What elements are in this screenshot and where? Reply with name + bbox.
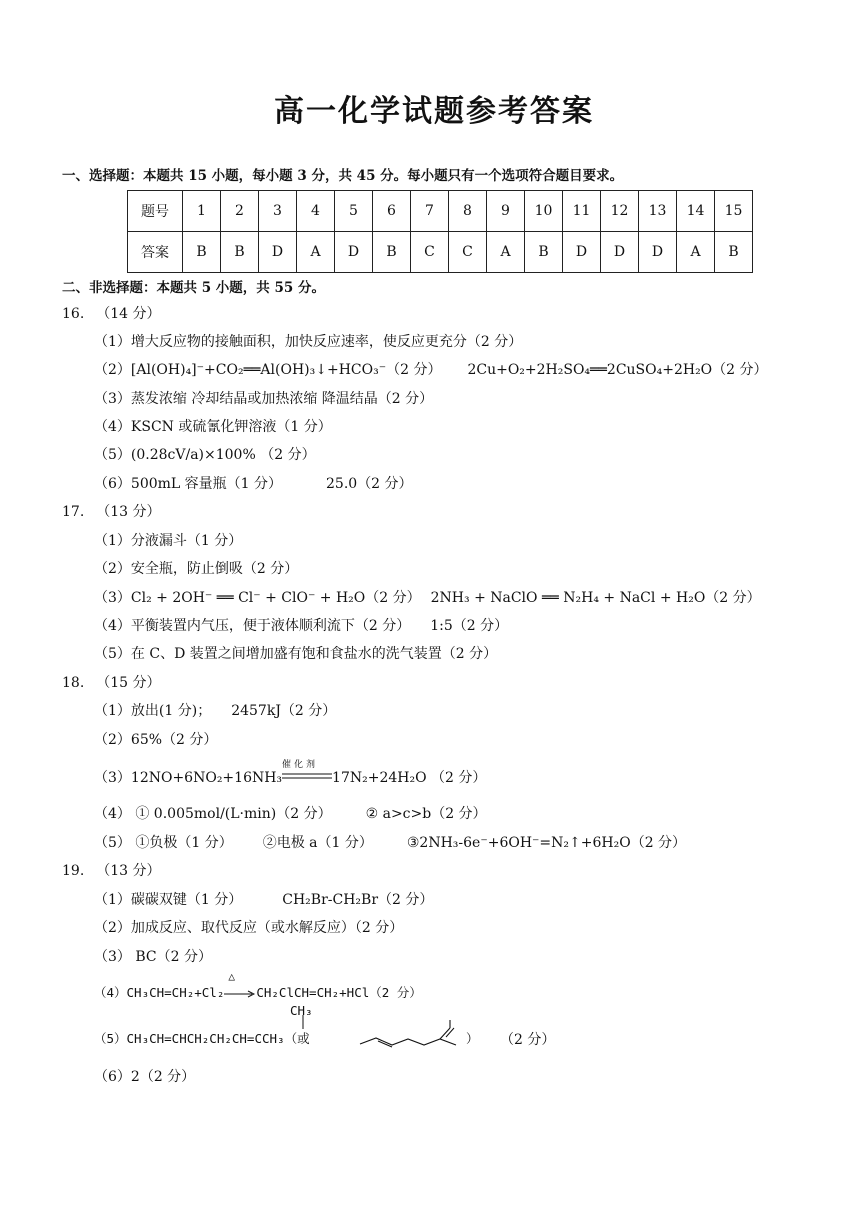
q19-line-1b: CH₂Br-CH₂Br（2 分）: [282, 892, 434, 908]
heat-arrow: [224, 969, 256, 1001]
question-number: 19.: [62, 863, 85, 879]
q17-line-1: （1）分液漏斗（1 分）: [94, 533, 243, 549]
question-number: 15: [715, 191, 753, 232]
delta-label: △: [228, 969, 235, 983]
q18-line-3-right: 17N₂+24H₂O （2 分）: [332, 770, 487, 786]
q16-line-2: [94, 359, 768, 379]
question-number: 10: [525, 191, 563, 232]
q17-line-4: [94, 615, 508, 635]
table-row-numbers: [128, 191, 753, 232]
q16-line-5: （5）(0.28cV/a)×100% （2 分）: [94, 447, 316, 463]
q18-line-5b: ②电极 a（1 分）: [262, 835, 373, 851]
q17-line-5: （5）在 C、D 装置之间增加盛有饱和食盐水的洗气装置（2 分）: [94, 646, 498, 662]
question-16-header: [62, 303, 161, 323]
question-number: 13: [639, 191, 677, 232]
question-number: 17.: [62, 504, 85, 520]
answer-table: [127, 190, 753, 273]
answer-cell: A: [487, 232, 525, 273]
question-number: 12: [601, 191, 639, 232]
q17-line-4b: 1:5（2 分）: [430, 618, 509, 634]
q19-line-4-left: （4）CH₃CH=CH₂+Cl₂: [94, 985, 225, 1000]
double-line-icon: [282, 773, 332, 781]
q16-line-6: [94, 473, 413, 493]
q18-line-4a: （4） ① 0.005mol/(L·min)（2 分）: [94, 806, 332, 822]
skeletal-formula-icon: [358, 1018, 468, 1052]
question-18-header: [62, 672, 161, 692]
answer-cell: B: [221, 232, 259, 273]
section-1-heading: 一、选择题：本题共 15 小题，每小题 3 分，共 45 分。每小题只有一个选项符合题目要求。: [62, 168, 624, 184]
q17-line-4a: （4）平衡装置内气压，便于液体顺利流下（2 分）: [94, 618, 411, 634]
question-score: （13 分）: [96, 863, 161, 879]
question-number: 8: [449, 191, 487, 232]
q18-line-4b: ② a>c>b（2 分）: [365, 806, 487, 822]
question-number: 6: [373, 191, 411, 232]
q16-line-2b: 2Cu+O₂+2H₂SO₄══2CuSO₄+2H₂O（2 分）: [467, 362, 768, 378]
q16-line-6b: 25.0（2 分）: [326, 476, 413, 492]
q19-line-4: [94, 969, 422, 1001]
question-number: 2: [221, 191, 259, 232]
q16-line-3: （3）蒸发浓缩 冷却结晶或加热浓缩 降温结晶（2 分）: [94, 391, 434, 407]
answer-cell: C: [411, 232, 449, 273]
answer-cell: B: [715, 232, 753, 273]
q17-line-3: [94, 587, 761, 607]
catalyst-arrow: [282, 760, 332, 785]
arrow-right-icon: [224, 990, 256, 998]
q18-line-5a: （5） ①负极（1 分）: [94, 835, 233, 851]
question-number: 18.: [62, 675, 85, 691]
answer-cell: A: [677, 232, 715, 273]
answer-cell: B: [183, 232, 221, 273]
q18-line-2: （2）65%（2 分）: [94, 732, 218, 748]
question-number: 3: [259, 191, 297, 232]
table-row-answers: [128, 232, 753, 273]
q19-line-5: [94, 1029, 310, 1047]
answer-cell: D: [335, 232, 373, 273]
q19-line-1: [94, 889, 433, 909]
q18-line-4: [94, 803, 487, 823]
catalyst-label: 催化剂: [282, 760, 319, 770]
row-label-number: 题号: [128, 191, 183, 232]
q18-line-1a: （1）放出(1 分)；: [94, 703, 212, 719]
question-number: 5: [335, 191, 373, 232]
answer-cell: D: [601, 232, 639, 273]
question-number: 9: [487, 191, 525, 232]
q18-line-3: [94, 760, 487, 787]
question-score: （13 分）: [96, 504, 161, 520]
answer-cell: D: [563, 232, 601, 273]
q17-line-3a: （3）Cl₂ + 2OH⁻ ══ Cl⁻ + ClO⁻ + H₂O（2 分）: [94, 590, 421, 606]
q19-line-4-right: CH₂ClCH=CH₂+HCl（2 分）: [256, 985, 422, 1000]
answer-cell: B: [525, 232, 563, 273]
q17-line-2: （2）安全瓶，防止倒吸（2 分）: [94, 561, 299, 577]
q18-line-3-left: （3）12NO+6NO₂+16NH₃: [94, 770, 283, 786]
answer-cell: D: [259, 232, 297, 273]
q16-line-2a: （2）[Al(OH)₄]⁻+CO₂══Al(OH)₃↓+HCO₃⁻（2 分）: [94, 362, 442, 378]
q19-line-3: （3） BC（2 分）: [94, 949, 212, 965]
answer-cell: B: [373, 232, 411, 273]
page-title: 高一化学试题参考答案: [274, 94, 594, 129]
q18-line-5c: ③2NH₃-6e⁻+6OH⁻=N₂↑+6H₂O（2 分）: [406, 835, 687, 851]
q18-line-1: [94, 700, 336, 720]
section-2-heading: 二、非选择题：本题共 5 小题，共 55 分。: [62, 280, 325, 296]
q19-line-5-left: （5）CH₃CH=CHCH₂CH₂CH=CCH₃（或: [94, 1031, 310, 1046]
question-number: 7: [411, 191, 449, 232]
ch3-bond-line: [301, 1015, 305, 1029]
answer-cell: D: [639, 232, 677, 273]
question-number: 4: [297, 191, 335, 232]
q18-line-5: [94, 832, 686, 852]
q19-line-1a: （1）碳碳双键（1 分）: [94, 892, 243, 908]
q19-line-2: （2）加成反应、取代反应（或水解反应）（2 分）: [94, 920, 404, 936]
question-number: 16.: [62, 306, 85, 322]
question-number: 1: [183, 191, 221, 232]
answer-cell: A: [297, 232, 335, 273]
question-number: 11: [563, 191, 601, 232]
row-label-answer: 答案: [128, 232, 183, 273]
question-17-header: [62, 501, 161, 521]
question-score: （15 分）: [96, 675, 161, 691]
q19-line-5-close: ）: [466, 1031, 479, 1046]
question-19-header: [62, 860, 161, 880]
question-score: （14 分）: [96, 306, 161, 322]
question-number: 14: [677, 191, 715, 232]
q17-line-3b: 2NH₃ + NaClO ══ N₂H₄ + NaCl + H₂O（2 分）: [430, 590, 761, 606]
q18-line-1b: 2457kJ（2 分）: [231, 703, 337, 719]
q16-line-1: （1）增大反应物的接触面积，加快反应速率，使反应更充分（2 分）: [94, 334, 523, 350]
answer-cell: C: [449, 232, 487, 273]
q19-ch3-label: CH₃: [290, 1003, 313, 1018]
q19-line-6: （6）2（2 分）: [94, 1069, 196, 1085]
q16-line-4: （4）KSCN 或硫氰化钾溶液（1 分）: [94, 419, 332, 435]
q16-line-6a: （6）500mL 容量瓶（1 分）: [94, 476, 283, 492]
q19-line-5-score: （2 分）: [500, 1032, 556, 1048]
